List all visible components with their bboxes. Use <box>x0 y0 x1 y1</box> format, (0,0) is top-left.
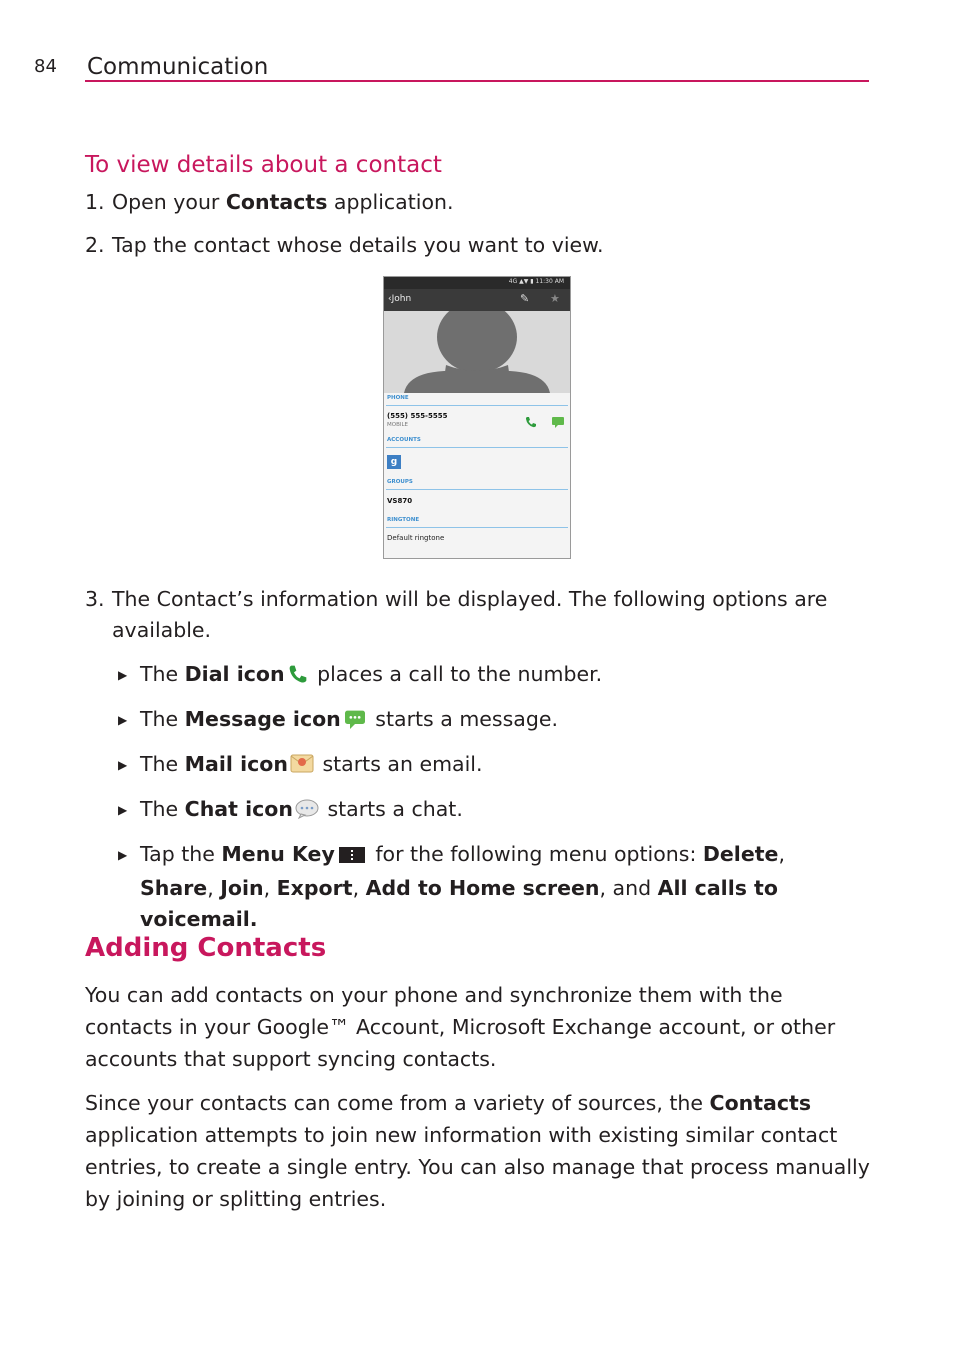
contact-name[interactable]: ‹John <box>388 294 412 304</box>
separator: , <box>263 876 277 900</box>
accounts-label: ACCOUNTS <box>387 437 421 443</box>
contact-details-screenshot <box>383 276 571 559</box>
divider <box>386 447 568 448</box>
subheading-view-details: To view details about a contact <box>85 152 442 178</box>
bullet-arrow-icon: ▶ <box>118 713 128 727</box>
groups-label: GROUPS <box>387 479 413 485</box>
heading-adding-contacts: Adding Contacts <box>85 933 327 963</box>
bullet-chat <box>118 794 868 828</box>
bullet-bold: Chat icon <box>184 797 293 821</box>
step-3 <box>85 584 875 646</box>
bullet-arrow-icon: ▶ <box>118 758 128 772</box>
message-icon <box>343 707 367 738</box>
dial-icon[interactable] <box>525 413 537 432</box>
bullet-menu-key <box>118 839 868 935</box>
bullet-text: starts a message. <box>368 707 558 731</box>
step-2 <box>85 230 875 261</box>
paragraph-2 <box>85 1087 875 1215</box>
step-text: Open your <box>112 190 226 214</box>
para-bold: Contacts <box>709 1091 812 1115</box>
bullet-text: starts a chat. <box>320 797 463 821</box>
separator: , <box>778 842 785 866</box>
separator: , <box>207 876 221 900</box>
separator: , and <box>599 876 658 900</box>
group-value: VS870 <box>387 497 413 505</box>
bullet-text: The <box>140 752 185 776</box>
paragraph-1: You can add contacts on your phone and synchronize them with the contacts in your Google™ Account, Microsoft Exchange account, or other accounts that support syncing contacts. <box>85 983 836 1071</box>
step-text: Tap the contact whose details you want to view. <box>112 233 604 257</box>
page-number: 84 <box>34 56 57 77</box>
bullet-text: The <box>140 662 185 686</box>
bullet-bold: Dial icon <box>184 662 285 686</box>
phone-label: PHONE <box>387 395 409 401</box>
bullet-arrow-icon: ▶ <box>118 803 128 817</box>
avatar-silhouette-icon <box>384 311 570 393</box>
header-rule <box>85 80 869 82</box>
bullet-text: The <box>140 707 185 731</box>
para-text: application attempts to join new information with existing similar contact entries, to create a single entry. You can also manage that process manually by joining or splitting entries. <box>85 1123 870 1211</box>
status-bar <box>384 277 570 289</box>
ringtone-value[interactable]: Default ringtone <box>387 534 445 542</box>
phone-number[interactable]: (555) 555-5555 <box>387 412 448 420</box>
bullet-arrow-icon: ▶ <box>118 668 128 682</box>
google-account-icon[interactable]: g <box>387 455 401 469</box>
ringtone-label: RINGTONE <box>387 517 420 523</box>
bullet-text: for the following menu options: <box>368 842 703 866</box>
star-icon[interactable]: ★ <box>550 292 560 305</box>
menu-option: Share <box>140 876 208 900</box>
menu-key-icon <box>337 842 367 873</box>
section-title: Communication <box>87 54 269 80</box>
step-text: The Contact’s information will be displayed. The following options are available. <box>112 587 828 642</box>
divider <box>386 405 568 406</box>
bullet-mail <box>118 749 868 783</box>
para-text: Since your contacts can come from a variety of sources, the <box>85 1091 710 1115</box>
bullet-dial <box>118 659 868 693</box>
separator: , <box>352 876 366 900</box>
menu-option: Join <box>220 876 264 900</box>
menu-option: Add to Home screen <box>365 876 600 900</box>
bullet-arrow-icon: ▶ <box>118 848 128 862</box>
mail-icon <box>290 752 314 783</box>
message-icon[interactable] <box>551 413 565 432</box>
edit-icon[interactable]: ✎ <box>520 292 530 305</box>
bullet-text: places a call to the number. <box>310 662 603 686</box>
step-text: application. <box>327 190 454 214</box>
menu-option: Export <box>276 876 353 900</box>
bullet-bold: Menu Key <box>221 842 335 866</box>
step-number: 1. <box>85 190 105 214</box>
bullet-text: Tap the <box>140 842 222 866</box>
menu-option: All calls to voicemail. <box>140 876 778 931</box>
step-1 <box>85 187 875 218</box>
bullet-bold: Mail icon <box>184 752 288 776</box>
step-bold: Contacts <box>225 190 328 214</box>
status-text: 4G ▲▼ ▮ 11:30 AM <box>508 278 564 285</box>
divider <box>386 527 568 528</box>
step-number: 2. <box>85 233 105 257</box>
bullet-bold: Message icon <box>184 707 341 731</box>
title-bar <box>384 289 570 311</box>
bullet-message <box>118 704 868 738</box>
bullet-text: The <box>140 797 185 821</box>
phone-icon <box>287 662 309 693</box>
step-number: 3. <box>85 587 105 611</box>
bullet-text: starts an email. <box>315 752 483 776</box>
phone-type: MOBILE <box>387 422 409 428</box>
contact-photo <box>384 311 570 393</box>
chat-icon <box>295 797 319 828</box>
divider <box>386 489 568 490</box>
menu-option: Delete <box>702 842 779 866</box>
